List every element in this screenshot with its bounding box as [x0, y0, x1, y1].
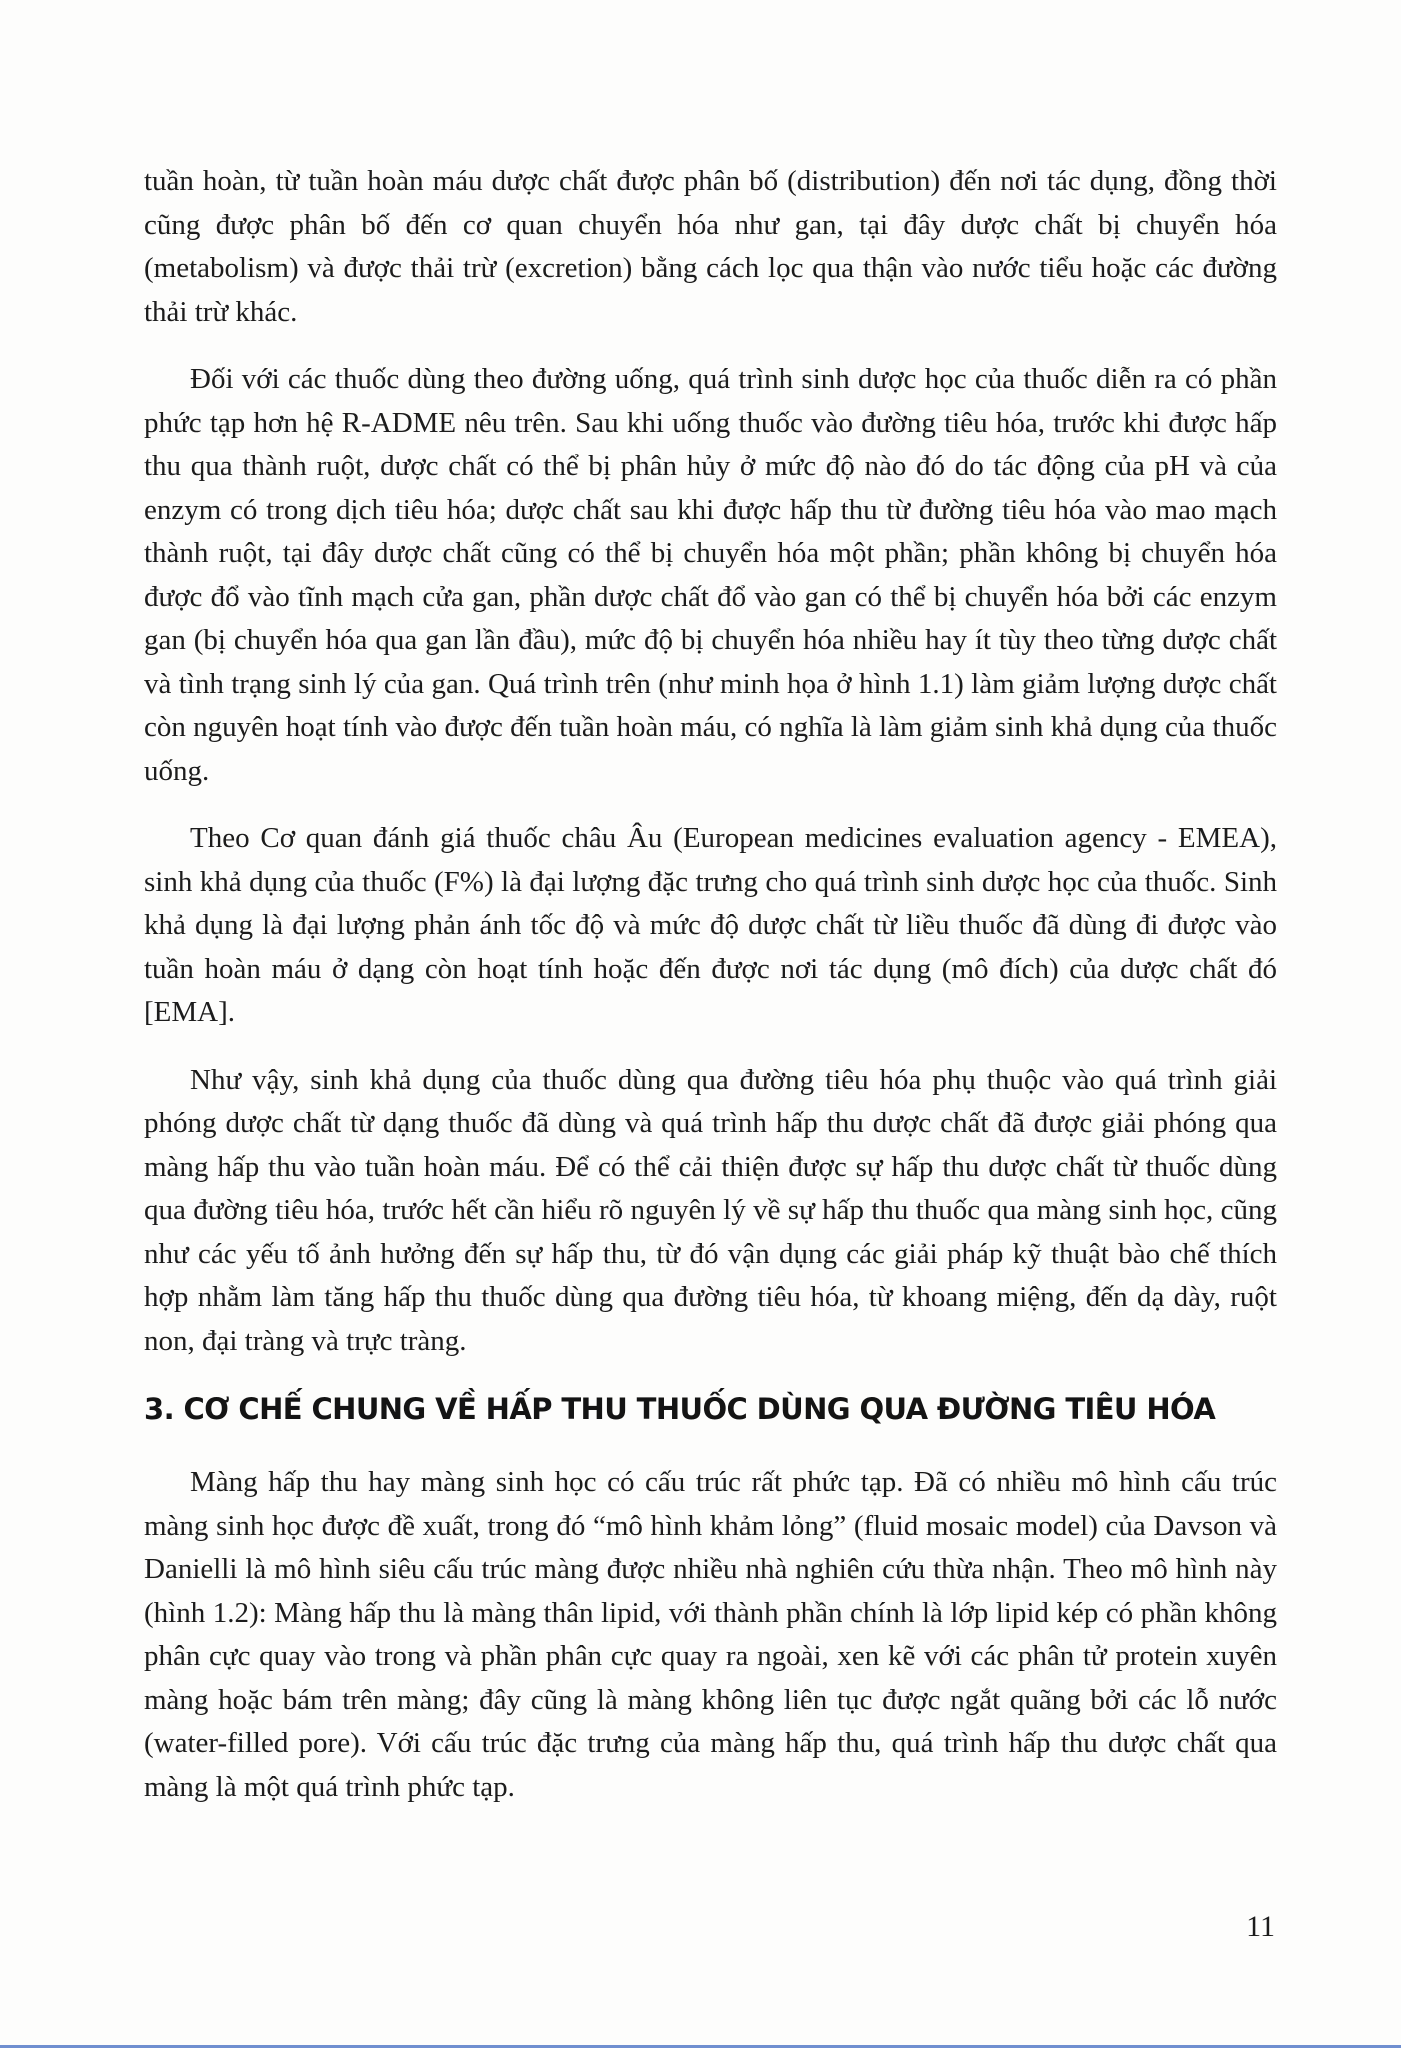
page-number: 11	[1246, 1910, 1275, 1943]
paragraph-circulation: tuần hoàn, từ tuần hoàn máu dược chất được phân bố (distribution) đến nơi tác dụng, đồng thời cũng được phân bố đến cơ quan chuyển hóa như gan, tại đây dược chất bị chuyển hóa (metabolism) và được thải trừ (excretion) bằng cách lọc qua thận vào nước tiểu hoặc các đường thải trừ khác.	[144, 165, 1277, 328]
section-heading: 3. CƠ CHẾ CHUNG VỀ HẤP THU THUỐC DÙNG QUA ĐƯỜNG TIÊU HÓA	[144, 1392, 1216, 1426]
paragraph-oral-route: Đối với các thuốc dùng theo đường uống, quá trình sinh dược học của thuốc diễn ra có phần phức tạp hơn hệ R-ADME nêu trên. Sau khi uống thuốc vào đường tiêu hóa, trước khi được hấp thu qua thành ruột, dược chất có thể bị phân hủy ở mức độ nào đó do tác động của pH và của enzym có trong dịch tiêu hóa; dược chất sau khi được hấp thu từ đường tiêu hóa vào mao mạch thành ruột, tại đây dược chất cũng có thể bị chuyển hóa một phần; phần không bị chuyển hóa được đổ vào tĩnh mạch cửa gan, phần dược chất đổ vào gan có thể bị chuyển hóa bởi các enzym gan (bị chuyển hóa qua gan lần đầu), mức độ bị chuyển hóa nhiều hay ít tùy theo từng dược chất và tình trạng sinh lý của gan. Quá trình trên (như minh họa ở hình 1.1) làm giảm lượng dược chất còn nguyên hoạt tính vào được đến tuần hoàn máu, có nghĩa là làm giảm sinh khả dụng của thuốc uống.	[144, 363, 1277, 787]
page-body	[144, 160, 1277, 1833]
paragraph-membrane-model: Màng hấp thu hay màng sinh học có cấu trúc rất phức tạp. Đã có nhiều mô hình cấu trúc màng sinh học được đề xuất, trong đó “mô hình khảm lỏng” (fluid mosaic model) của Davson và Danielli là mô hình siêu cấu trúc màng được nhiều nhà nghiên cứu thừa nhận. Theo mô hình này (hình 1.2): Màng hấp thu là màng thân lipid, với thành phần chính là lớp lipid kép có phần không phân cực quay vào trong và phần phân cực quay ra ngoài, xen kẽ với các phân tử protein xuyên màng hoặc bám trên màng; đây cũng là màng không liên tục được ngắt quãng bởi các lỗ nước (water-filled pore). Với cấu trúc đặc trưng của màng hấp thu, quá trình hấp thu dược chất qua màng là một quá trình phức tạp.	[144, 1466, 1277, 1803]
paragraph-absorption-summary: Như vậy, sinh khả dụng của thuốc dùng qua đường tiêu hóa phụ thuộc vào quá trình giải phóng dược chất từ dạng thuốc đã dùng và quá trình hấp thu dược chất đã được giải phóng qua màng hấp thu vào tuần hoàn máu. Để có thể cải thiện được sự hấp thu dược chất từ thuốc dùng qua đường tiêu hóa, trước hết cần hiểu rõ nguyên lý về sự hấp thu thuốc qua màng sinh học, cũng như các yếu tố ảnh hưởng đến sự hấp thu, từ đó vận dụng các giải pháp kỹ thuật bào chế thích hợp nhằm làm tăng hấp thu thuốc dùng qua đường tiêu hóa, từ khoang miệng, đến dạ dày, ruột non, đại tràng và trực tràng.	[144, 1063, 1277, 1357]
paragraph-emea-definition: Theo Cơ quan đánh giá thuốc châu Âu (European medicines evaluation agency - EMEA), sinh khả dụng của thuốc (F%) là đại lượng đặc trưng cho quá trình sinh dược học của thuốc. Sinh khả dụng là đại lượng phản ánh tốc độ và mức độ dược chất từ liều thuốc đã dùng đi được vào tuần hoàn máu ở dạng còn hoạt tính hoặc đến được nơi tác dụng (mô đích) của dược chất đó [EMA].	[144, 822, 1277, 1028]
